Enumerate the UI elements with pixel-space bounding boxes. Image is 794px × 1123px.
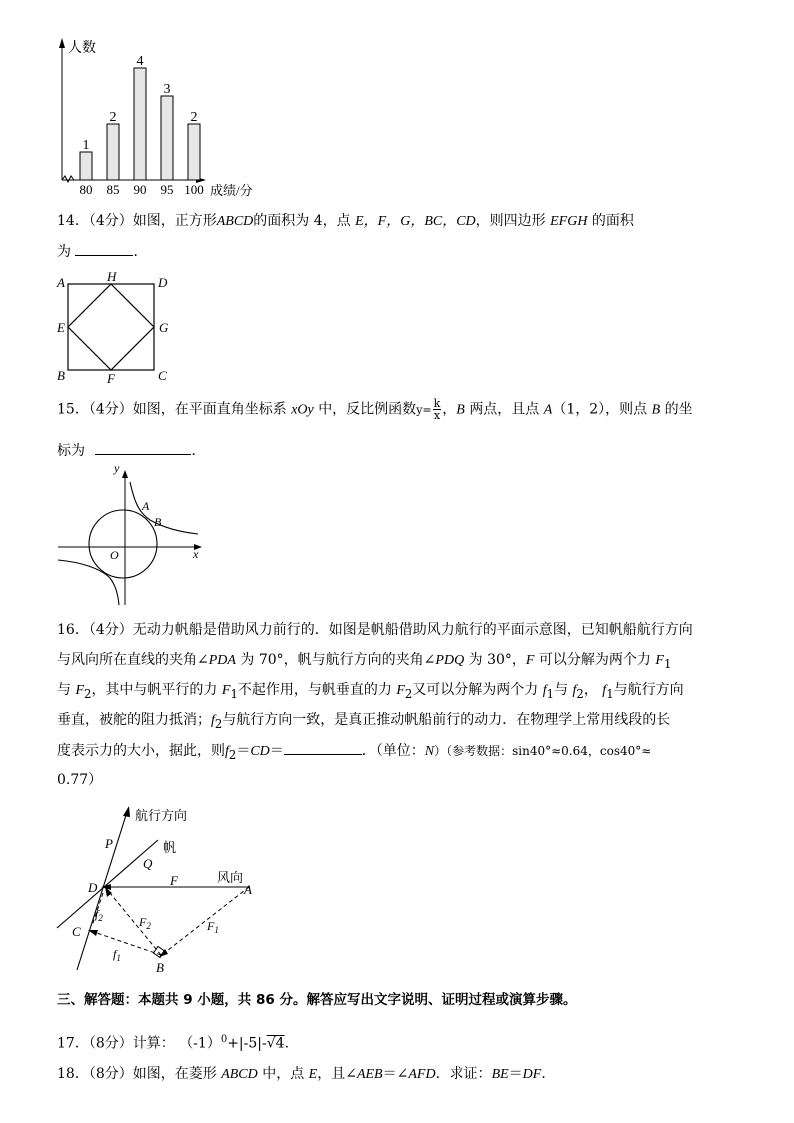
bar-value-label-85: 2 (109, 110, 117, 125)
label-f1-sub: 1 (116, 953, 121, 963)
q16-F1b-sub: 1 (230, 686, 238, 701)
label-B: B (156, 960, 164, 975)
bar-100 (188, 124, 200, 180)
q15-answer-blank[interactable] (95, 440, 191, 455)
q16-f2c-sub: 2 (214, 716, 223, 731)
q14-square-figure (52, 268, 182, 388)
q16-f1b-sub: 1 (606, 686, 614, 701)
q18-be: BE (491, 1067, 509, 1082)
q17-end: . (284, 1035, 290, 1052)
q14-text-f: ． (133, 244, 148, 260)
q14-text-d: 的面积 (591, 213, 634, 229)
q16-text-4a: 垂直，被舵的阻力抵消； (57, 712, 211, 728)
q17-exponent: 0 (220, 1034, 228, 1045)
q14-efgh: EFGH (550, 214, 588, 229)
q18-eq2: ＝ (508, 1066, 523, 1082)
label-wind: 风向 (217, 870, 244, 885)
q16-text-2b: 为 70°，帆与航行方向的夹角∠ (240, 652, 436, 668)
tick-label-80: 80 (79, 182, 93, 197)
q14-text-a: 14．（4分）如图，正方形 (57, 213, 217, 229)
score-bar-chart (50, 30, 280, 200)
q16-n: N (424, 744, 435, 759)
q16-f1: f (542, 683, 547, 698)
q16-text-2c: 为 30°， (468, 652, 526, 668)
q16-line2 (57, 650, 671, 674)
q17-text: 17．（8分）计算： (57, 1035, 175, 1052)
q18-text-c: ，且∠ (317, 1066, 357, 1082)
circle-o (89, 510, 157, 578)
q16-pda: PDA (208, 653, 236, 668)
q15-func-y: y= (416, 403, 432, 417)
label-F2 (138, 915, 151, 931)
q15-fraction (433, 398, 442, 421)
y-axis-arrow (122, 470, 128, 478)
q14-line2 (57, 241, 147, 262)
label-f1 (113, 947, 121, 963)
q16-text-3a: 与 (57, 682, 71, 698)
q16-text-5c: ）（参考数据：sin40°≈0.64，cos40°≈ (434, 744, 652, 758)
q16-text-6: 0.77） (57, 772, 103, 788)
square-efgh (68, 284, 154, 370)
q14-text-c: ，则四边形 (475, 213, 546, 229)
label-O: O (110, 548, 119, 562)
heading-line (77, 812, 127, 970)
q15-text-f: 的坐 (664, 401, 693, 418)
label-F1-sub: 1 (214, 925, 219, 935)
q14-points: E，F，G，BC，CD (355, 214, 476, 229)
F1-dashed (163, 887, 249, 954)
q16-sail-figure (55, 800, 285, 980)
q16-pdq: PDQ (435, 653, 465, 668)
label-f2-main: f (95, 907, 99, 921)
tick-label-100: 100 (184, 182, 204, 197)
q17-expr-b: +|-5|- (227, 1035, 267, 1052)
q18-text-d: ．求证： (435, 1066, 492, 1082)
q15-graph-figure (50, 460, 215, 610)
q15-frac-den: x (433, 409, 441, 422)
q16-text-4b: 与航行方向一致，是真正推动帆船前行的动力．在物理学上常用线段的长 (222, 712, 671, 728)
label-C: C (72, 924, 81, 939)
chart-y-arrow (59, 38, 65, 48)
chart-bars (80, 54, 204, 197)
q17-expr-a: （-1） (179, 1035, 221, 1052)
q15-text-d: 两点，且点 (469, 401, 540, 418)
q16-line5 (57, 740, 651, 765)
label-P: P (105, 836, 113, 851)
q16-text-3g: 与航行方向 (613, 682, 684, 698)
label-D: D (158, 275, 168, 290)
chart-xlabel: 成绩/分 (210, 183, 253, 198)
q14-text-b: 的面积为 4，点 (253, 213, 351, 229)
label-F: F (107, 371, 115, 386)
q14-answer-blank[interactable] (75, 241, 133, 256)
q16-text-5a: 度表示力的大小，据此，则 (57, 743, 225, 759)
q18-e: E (308, 1067, 318, 1082)
tick-label-90: 90 (133, 182, 147, 197)
tick-label-85: 85 (106, 182, 120, 197)
q16-text-2d: 可以分解为两个力 (538, 652, 651, 668)
q16-text-3e: 与 (554, 682, 569, 698)
label-F2-sub: 2 (146, 921, 151, 931)
q16-text-3b: ，其中与帆平行的力 (91, 682, 218, 698)
q15-b2: B (651, 402, 661, 418)
q16-f2: f (572, 683, 577, 698)
q16-line4 (57, 710, 670, 734)
bar-85 (107, 124, 119, 180)
label-A: A (244, 882, 252, 897)
q16-text-3c: 不起作用，与帆垂直的力 (237, 682, 392, 698)
q16-text-3d: 又可以分解为两个力 (412, 682, 539, 698)
q15-text-a: 15．（4分）如图，在平面直角坐标系 (57, 401, 287, 418)
q16-f2c: f (211, 713, 215, 728)
q18-eq: ＝∠ (382, 1066, 409, 1082)
q17-line (57, 1030, 289, 1054)
q16-text-5b: ．（单位： (361, 743, 425, 759)
q16-text-3f: ， (583, 682, 598, 698)
q18-text-a: 18．（8分）如图，在菱形 (57, 1066, 217, 1082)
heading-arrow (123, 806, 130, 817)
q16-f2d: f (225, 744, 229, 759)
label-E: E (57, 320, 65, 335)
label-G: G (159, 320, 169, 335)
bar-80 (80, 152, 92, 180)
q18-abcd: ABCD (221, 1067, 258, 1082)
q14-abcd: ABCD (216, 214, 254, 229)
label-F1-main: F (207, 919, 215, 933)
q15-a: A (543, 402, 553, 418)
q16-eq2: ＝ (269, 743, 284, 759)
F2-dashed (105, 887, 161, 955)
square-abcd (68, 284, 154, 370)
q18-end: ． (541, 1066, 556, 1082)
q16-answer-blank[interactable] (284, 740, 362, 755)
bar-value-label-90: 4 (136, 54, 144, 69)
label-D: D (88, 880, 98, 895)
q16-f1b: f (602, 683, 607, 698)
label-sail: 帆 (163, 840, 177, 855)
q18-line (57, 1064, 555, 1085)
chart-ylabel: 人数 (68, 41, 96, 56)
q16-F2: F (75, 683, 85, 698)
bar-value-label-80: 1 (82, 138, 90, 153)
q18-aeb: AEB (356, 1067, 383, 1082)
section-3-heading: 三、解答题：本题共 9 小题，共 86 分。解答应写出文字说明、证明过程或演算步骤。 (57, 992, 577, 1008)
q16-f: F (525, 653, 535, 668)
q18-text-b: 中，点 (262, 1066, 305, 1082)
q15-text-e: ，则点 (605, 401, 648, 418)
label-heading: 航行方向 (135, 808, 188, 823)
bar-value-label-95: 3 (163, 82, 171, 97)
q15-b: B (456, 402, 465, 418)
q15-coords: （1，2） (552, 401, 606, 418)
q14-text-e: 为 (57, 244, 71, 260)
label-Q: Q (143, 856, 153, 871)
q16-F2b-sub: 2 (404, 686, 413, 701)
label-B: B (154, 515, 162, 529)
label-A: A (142, 499, 150, 513)
q16-F2-sub: 2 (84, 686, 92, 701)
label-x: x (193, 547, 199, 561)
label-F: F (170, 873, 178, 888)
q16-cd: CD (250, 744, 270, 759)
q16-line1 (57, 620, 693, 640)
label-f2 (95, 907, 103, 923)
bar-value-label-100: 2 (190, 110, 198, 125)
q16-f1-sub: 1 (546, 686, 555, 701)
hyperbola-lower (58, 560, 119, 605)
q16-F1: F (655, 653, 664, 668)
hyperbola-upper (130, 482, 198, 534)
f1-arrow (88, 930, 98, 936)
q15-line2 (57, 440, 205, 461)
bar-95 (161, 96, 173, 180)
label-A: A (57, 275, 65, 290)
q16-text-1: 16．（4分）无动力帆船是借助风力前行的．如图是帆船借助风力航行的平面示意图，已知帆船航行方向 (57, 622, 693, 638)
label-C: C (158, 368, 167, 383)
q16-text-2a: 与风向所在直线的夹角∠ (57, 652, 209, 668)
q16-eq1: ＝ (236, 743, 251, 759)
label-f1-main: f (113, 947, 117, 961)
q16-line3 (57, 680, 684, 704)
q16-F2b: F (396, 683, 405, 698)
q16-F1-sub: 1 (663, 656, 672, 671)
label-F1 (206, 919, 219, 935)
q14-line1 (57, 211, 634, 232)
chart-axis-break (62, 176, 74, 182)
q16-line6 (57, 770, 102, 790)
q16-F1b: F (221, 683, 231, 698)
q16-f2-sub: 2 (576, 686, 584, 701)
q15-text-g: 标为 (57, 443, 85, 459)
q18-afd: AFD (408, 1067, 436, 1082)
q15-frac-num: k (433, 397, 441, 410)
q15-text-b: 中，反比例函数 (318, 401, 417, 418)
label-H: H (107, 269, 117, 284)
label-f2-sub: 2 (98, 913, 103, 923)
q15-text-c: ， (442, 401, 457, 418)
tick-label-95: 95 (160, 182, 174, 197)
q15-line1 (57, 398, 693, 421)
bar-90 (134, 68, 146, 180)
label-B: B (57, 368, 65, 383)
label-F2-main: F (139, 915, 147, 929)
q15-text-h: ． (191, 443, 206, 459)
label-y: y (114, 461, 120, 475)
q18-df: DF (522, 1067, 542, 1082)
q17-sqrt: √4 (266, 1035, 285, 1052)
q15-xoy: xOy (291, 402, 314, 418)
q16-f2d-sub: 2 (228, 747, 237, 762)
